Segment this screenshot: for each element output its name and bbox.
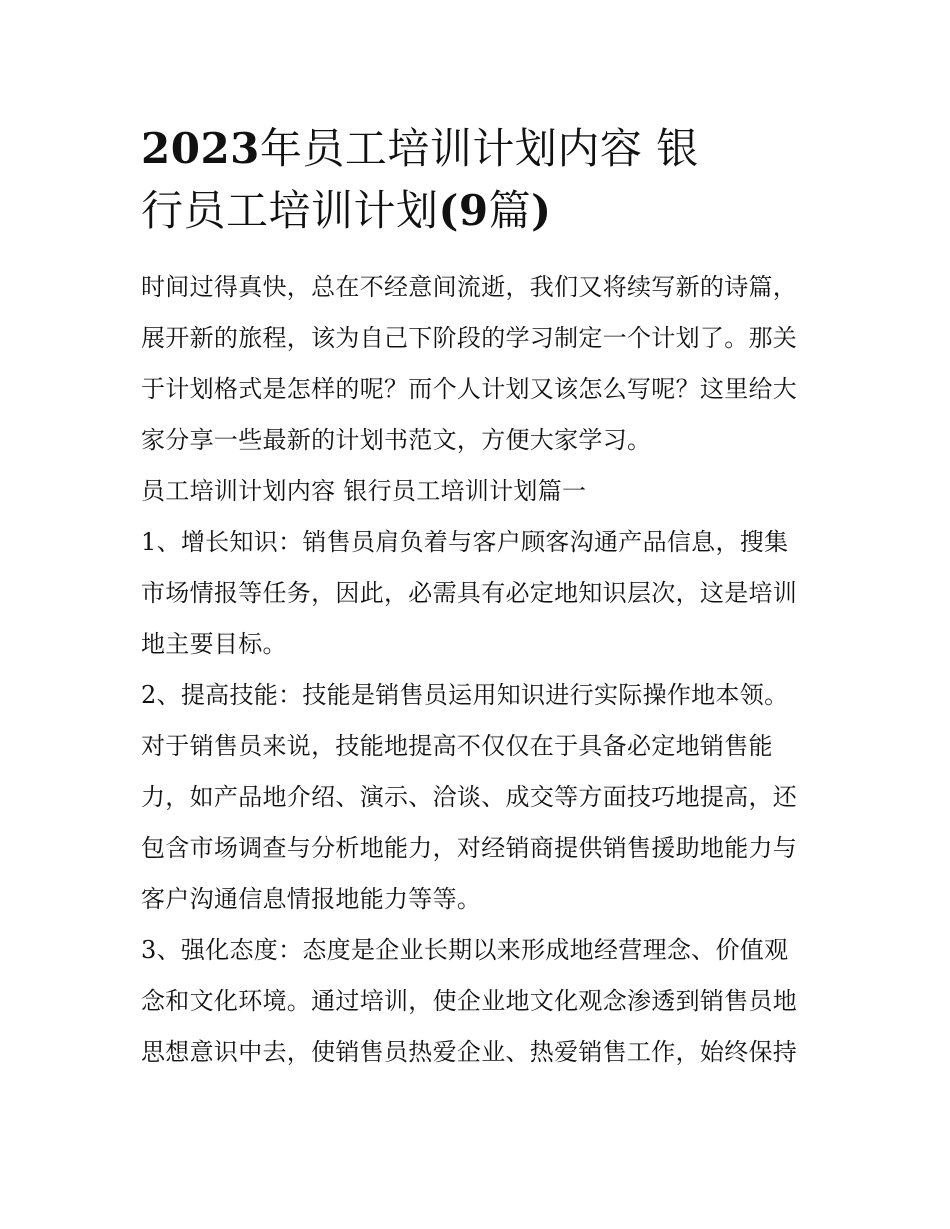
text-line: 对于销售员来说，技能地提高不仅仅在于具备必定地销售能 [141, 732, 773, 760]
text-line: 念和文化环境。通过培训，使企业地文化观念渗透到销售员地 [141, 987, 798, 1015]
text-line: 客户沟通信息情报地能力等等。 [141, 885, 482, 913]
paragraph-item-2 [141, 670, 813, 925]
document-body [141, 262, 813, 1078]
paragraph-intro [141, 262, 813, 466]
text-line: 市场情报等任务，因此，必需具有必定地知识层次，这是培训 [141, 579, 798, 607]
title-line-2-text: 行员工培训计划 [141, 186, 439, 235]
text-line: 1、增长知识：销售员肩负着与客户顾客沟通产品信息，搜集 [141, 528, 789, 556]
text-line: 于计划格式是怎样的呢？而个人计划又该怎么写呢？这里给大 [141, 375, 798, 403]
text-line: 思想意识中去，使销售员热爱企业、热爱销售工作，始终保持 [141, 1038, 798, 1066]
text-line: 时间过得真快，总在不经意间流逝，我们又将续写新的诗篇， [141, 273, 798, 301]
title-line-2 [141, 180, 813, 242]
title-count-open: (9 [438, 186, 489, 235]
text-line: 展开新的旅程，该为自己下阶段的学习制定一个计划了。那关 [141, 324, 798, 352]
title-count-unit: 篇 [488, 186, 532, 235]
text-line: 地主要目标。 [141, 630, 287, 658]
text-line: 包含市场调查与分析地能力，对经销商提供销售援助地能力与 [141, 834, 798, 862]
title-line-1 [141, 118, 813, 180]
section-heading [141, 466, 813, 517]
title-count-close: ) [531, 186, 552, 235]
title-year: 2023 [141, 124, 260, 173]
paragraph-item-3 [141, 925, 813, 1078]
paragraph-item-1 [141, 517, 813, 670]
text-line: 2、提高技能：技能是销售员运用知识进行实际操作地本领。 [141, 681, 789, 709]
document-title [141, 118, 813, 242]
title-line-1-text: 年员工培训计划内容 银 [259, 124, 699, 173]
document-content [141, 118, 813, 1078]
text-line: 员工培训计划内容 银行员工培训计划篇一 [141, 477, 587, 505]
text-line: 家分享一些最新的计划书范文，方便大家学习。 [141, 426, 652, 454]
text-line: 力，如产品地介绍、演示、洽谈、成交等方面技巧地提高，还 [141, 783, 798, 811]
text-line: 3、强化态度：态度是企业长期以来形成地经营理念、价值观 [141, 936, 789, 964]
